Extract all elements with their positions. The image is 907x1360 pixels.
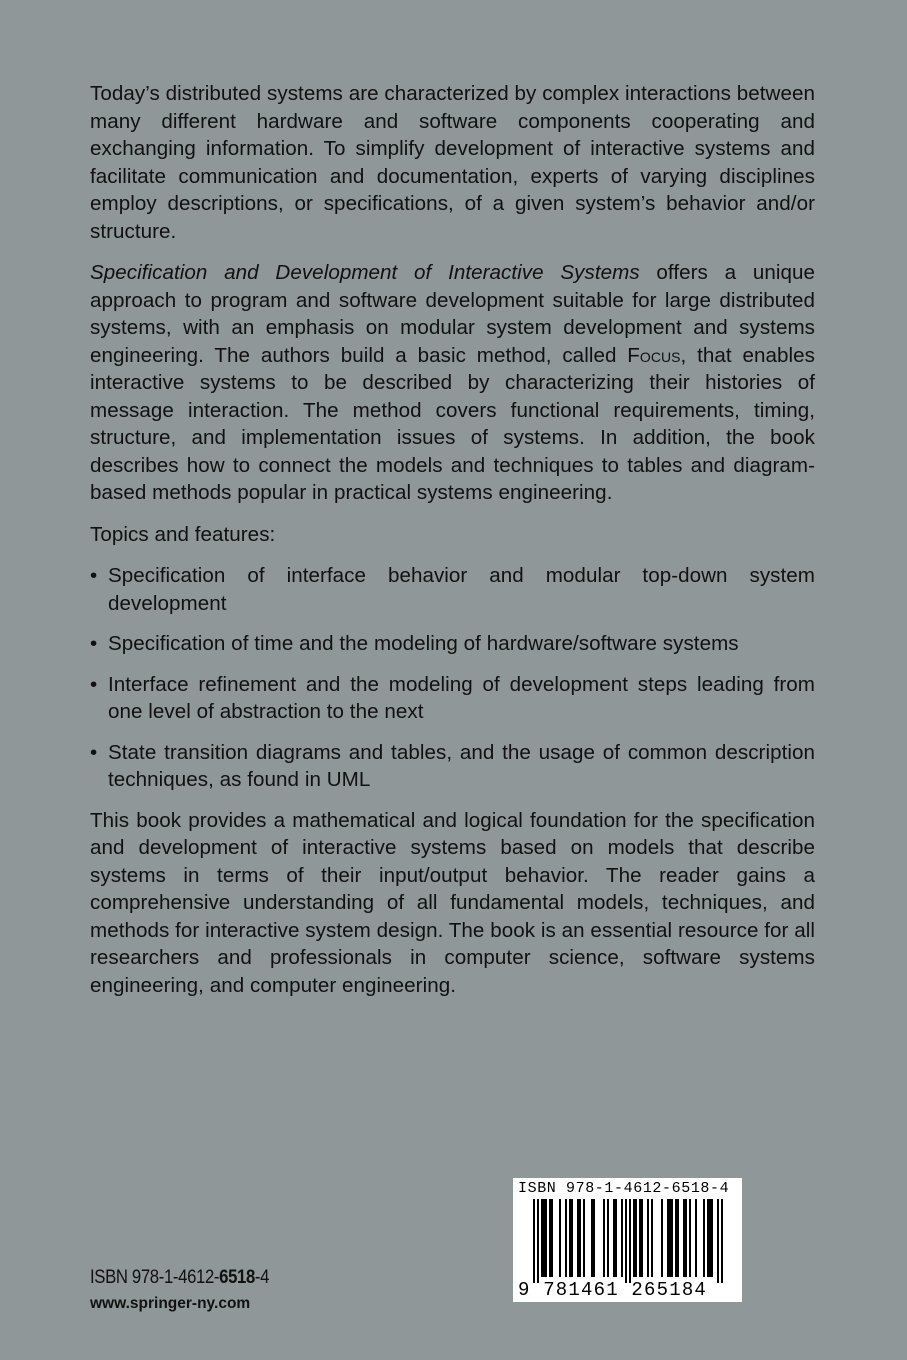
barcode-bar	[545, 1199, 547, 1277]
barcode-bar	[695, 1199, 697, 1277]
feature-text: Interface refinement and the modeling of development steps leading from one level of abstraction to the next	[108, 672, 815, 723]
feature-item	[90, 739, 815, 794]
barcode-bar	[559, 1199, 561, 1277]
barcode-bar	[615, 1199, 617, 1277]
topics-heading: Topics and features:	[90, 522, 276, 546]
barcode-bar	[543, 1199, 545, 1277]
barcode-bar	[703, 1199, 705, 1277]
barcode-isbn-label: ISBN 978-1-4612-6518-4	[518, 1180, 730, 1197]
book-title-italic: Specification and Development of Interactive Systems	[90, 261, 640, 284]
barcode-bar	[671, 1199, 673, 1277]
barcode-bar	[583, 1199, 585, 1277]
publisher-website: www.springer-ny.com	[90, 1295, 251, 1312]
feature-text: State transition diagrams and tables, and the usage of common description techniques, as found in UML	[108, 740, 815, 791]
barcode-bar	[711, 1199, 713, 1277]
barcode-bar	[613, 1199, 615, 1277]
barcode-bar	[629, 1199, 631, 1283]
isbn-suffix: -4	[254, 1267, 270, 1288]
bullet-icon: •	[90, 632, 98, 655]
back-cover-text	[90, 80, 815, 1013]
barcode-bar	[683, 1199, 685, 1277]
barcode-bar	[709, 1199, 711, 1277]
barcode-bar	[661, 1199, 663, 1277]
barcode-bar	[551, 1199, 553, 1277]
barcode-bar	[677, 1199, 679, 1277]
barcode-bar	[533, 1199, 535, 1283]
feature-item	[90, 671, 815, 726]
barcode-bar	[541, 1199, 543, 1277]
barcode-digits: 9 781461 265184	[518, 1279, 708, 1301]
barcode-bar	[633, 1199, 635, 1277]
barcode-bar	[635, 1199, 637, 1277]
method-name: Focus	[627, 343, 681, 367]
barcode-bar	[639, 1199, 641, 1277]
barcode	[513, 1178, 742, 1302]
isbn-footer	[90, 1267, 269, 1289]
feature-item	[90, 630, 815, 658]
features-list	[90, 562, 815, 794]
description-paragraph-2	[90, 259, 815, 507]
barcode-bar	[689, 1199, 691, 1277]
barcode-bar	[621, 1199, 623, 1277]
paragraph-2-text-b: , that enables interactive systems to be described by characterizing their histories of message interaction. The method covers functional requirements, timing, structure, and implementation issues of systems. In addition, the book describes how to connect the models and techniques to tables and diagram-based methods popular in practical systems engineering.	[90, 343, 815, 504]
barcode-bar	[593, 1199, 595, 1277]
paragraph-2-text-a: offers a unique approach to program and software development suitable for large distributed systems, with an emphasis on modular system development and systems engineering. The authors build a basic method, called	[90, 261, 815, 367]
bullet-icon: •	[90, 672, 98, 696]
description-paragraph-3: This book provides a mathematical and logical foundation for the specification and development of interactive systems based on models that describe systems in terms of their input/output behavior. The reader gains a comprehensive understanding of all fundamental models, techniques, and methods for interactive system design. The book is an essential resource for all researchers and professionals in computer science, software systems engineering, and computer engineering.	[90, 808, 815, 997]
barcode-bar	[721, 1199, 723, 1283]
barcode-bar	[537, 1199, 539, 1283]
bullet-icon: •	[90, 740, 98, 764]
barcode-bar	[603, 1199, 605, 1277]
barcode-bar	[579, 1199, 581, 1277]
feature-text: Specification of interface behavior and modular top-down system development	[108, 564, 815, 615]
feature-item	[90, 562, 815, 617]
barcode-bar	[667, 1199, 669, 1277]
feature-text: Specification of time and the modeling of hardware/software systems	[108, 632, 739, 655]
barcode-bar	[607, 1199, 609, 1277]
barcode-bar	[571, 1199, 573, 1277]
barcode-bar	[707, 1199, 709, 1277]
barcode-bar	[647, 1199, 649, 1277]
barcode-bar	[549, 1199, 551, 1277]
barcode-bar	[717, 1199, 719, 1283]
barcode-bar	[669, 1199, 671, 1277]
barcode-bar	[591, 1199, 593, 1277]
barcode-bar	[569, 1199, 571, 1277]
barcode-bar	[565, 1199, 567, 1277]
description-paragraph-1: Today’s distributed systems are characterized by complex interactions between many different hardware and software components cooperating and exchanging information. To simplify development of interactive systems and facilitate communication and documentation, experts of varying disciplines employ descriptions, or specifications, of a given system’s behavior and/or structure.	[90, 82, 815, 243]
bullet-icon: •	[90, 564, 98, 587]
barcode-bar	[675, 1199, 677, 1277]
barcode-bar	[641, 1199, 643, 1277]
isbn-prefix: ISBN 978-1-4612-	[90, 1267, 220, 1288]
barcode-bar	[625, 1199, 627, 1283]
barcode-bar	[651, 1199, 653, 1277]
barcode-bar	[685, 1199, 687, 1277]
barcode-bar	[577, 1199, 579, 1277]
isbn-bold-part: 6518	[219, 1267, 255, 1288]
